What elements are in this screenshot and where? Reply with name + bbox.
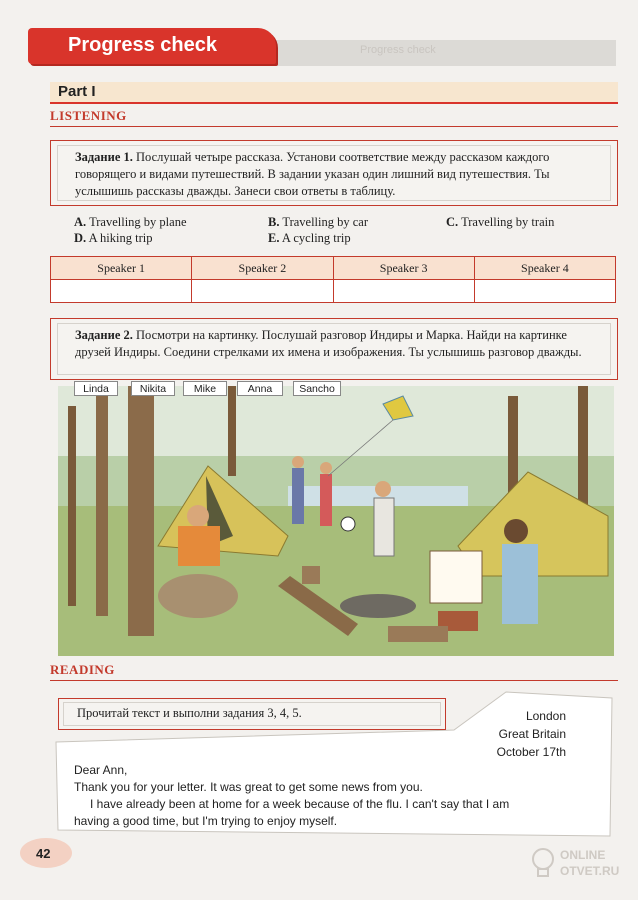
camping-illustration	[58, 386, 614, 656]
part-bar	[50, 82, 618, 104]
lightbulb-icon	[528, 846, 558, 880]
speaker-2-header: Speaker 2	[192, 257, 333, 280]
page-title: Progress check	[68, 34, 217, 56]
letter-line-2: I have already been at home for a week because of the flu. I can't say that I am	[90, 797, 510, 811]
letter-line-3: having a good time, but I'm trying to enjoy myself.	[74, 814, 338, 828]
table-header-row	[51, 257, 616, 280]
speaker-1-header: Speaker 1	[51, 257, 192, 280]
reading-instruction-box	[58, 698, 446, 730]
option-a	[74, 215, 187, 230]
log	[388, 626, 448, 642]
speaker-3-header: Speaker 3	[333, 257, 474, 280]
option-a-text: Travelling by plane	[89, 215, 187, 229]
letter-salutation: Dear Ann,	[74, 763, 128, 777]
faded-bleed-heading: Progress check	[360, 44, 436, 56]
person-tall-body	[292, 468, 304, 524]
name-label-mike[interactable]: Mike	[183, 381, 227, 396]
task1-label: Задание 1.	[75, 150, 133, 164]
name-label-nikita[interactable]: Nikita	[131, 381, 175, 396]
option-e	[268, 231, 351, 246]
listening-heading: LISTENING	[50, 108, 127, 123]
person-painter-hair	[504, 519, 528, 543]
speaker-3-answer-cell[interactable]	[333, 280, 474, 303]
tree-trunk	[68, 406, 76, 606]
camping-scene	[58, 386, 614, 656]
watermark-top: ONLINE	[560, 848, 606, 862]
option-a-letter: A.	[74, 215, 87, 229]
listening-rule	[50, 126, 618, 127]
address-date: October 17th	[496, 745, 566, 759]
task2-content	[75, 327, 605, 361]
easel-canvas	[430, 551, 482, 603]
name-label-linda[interactable]: Linda	[74, 381, 118, 396]
option-d-letter: D.	[74, 231, 87, 245]
stump	[302, 566, 320, 584]
option-b	[268, 215, 368, 230]
table-answer-row[interactable]	[51, 280, 616, 303]
option-b-letter: B.	[268, 215, 280, 229]
option-d-text: A hiking trip	[88, 231, 153, 245]
task2-text: Посмотри на картинку. Послушай разговор Индиры и Марка. Найди на картинке друзей Индиры. Соедини стрелками их имена и изображения. Ты услышишь разговор дважды.	[75, 328, 582, 359]
option-c	[446, 215, 554, 230]
tree-trunk	[228, 386, 236, 476]
option-d	[74, 231, 153, 246]
person-football-head	[375, 481, 391, 497]
speaker-2-answer-cell[interactable]	[192, 280, 333, 303]
option-c-letter: C.	[446, 215, 459, 229]
page-number: 42	[36, 846, 51, 861]
person-boy-shirt	[178, 526, 220, 566]
task1-content	[75, 149, 605, 200]
speaker-4-header: Speaker 4	[474, 257, 615, 280]
part-label: Part I	[58, 83, 96, 100]
person-boy-head	[187, 505, 209, 527]
task1-box	[50, 140, 618, 206]
task2-box	[50, 318, 618, 380]
speaker-1-answer-cell[interactable]	[51, 280, 192, 303]
name-label-anna[interactable]: Anna	[237, 381, 283, 396]
person-football-body	[374, 498, 394, 556]
option-b-text: Travelling by car	[282, 215, 369, 229]
reading-rule	[50, 680, 618, 681]
tree-trunk	[96, 396, 108, 616]
task1-text: Послушай четыре рассказа. Установи соответствие между рассказом каждого говорящего и видами путешествий. В задании указан один лишний вид путешествия. Ты услышишь рассказы дважды. Занеси свои ответы в таблицу.	[75, 150, 550, 198]
option-e-text: A cycling trip	[281, 231, 351, 245]
speaker-table-wrap	[50, 256, 616, 303]
watermark-bottom: OTVET.RU	[560, 864, 620, 878]
option-c-text: Travelling by train	[461, 215, 555, 229]
banner-extension	[276, 40, 616, 66]
task2-label: Задание 2.	[75, 328, 133, 342]
person-girl-body	[320, 474, 332, 526]
address-line-1: London	[525, 709, 566, 723]
person-tall-head	[292, 456, 304, 468]
reading-instruction: Прочитай текст и выполни задания 3, 4, 5.	[77, 706, 302, 720]
person-painter-body	[502, 544, 538, 624]
name-label-sancho[interactable]: Sancho	[293, 381, 341, 396]
fire-pit	[340, 594, 416, 618]
anthill	[158, 574, 238, 618]
tree-trunk	[128, 386, 154, 636]
speaker-table	[50, 256, 616, 303]
reading-heading: READING	[50, 662, 115, 677]
option-e-letter: E.	[268, 231, 280, 245]
letter-line-1: Thank you for your letter. It was great to get some news from you.	[74, 780, 423, 794]
speaker-4-answer-cell[interactable]	[474, 280, 615, 303]
football	[341, 517, 355, 531]
person-girl-head	[320, 462, 332, 474]
address-line-2: Great Britain	[498, 727, 566, 741]
